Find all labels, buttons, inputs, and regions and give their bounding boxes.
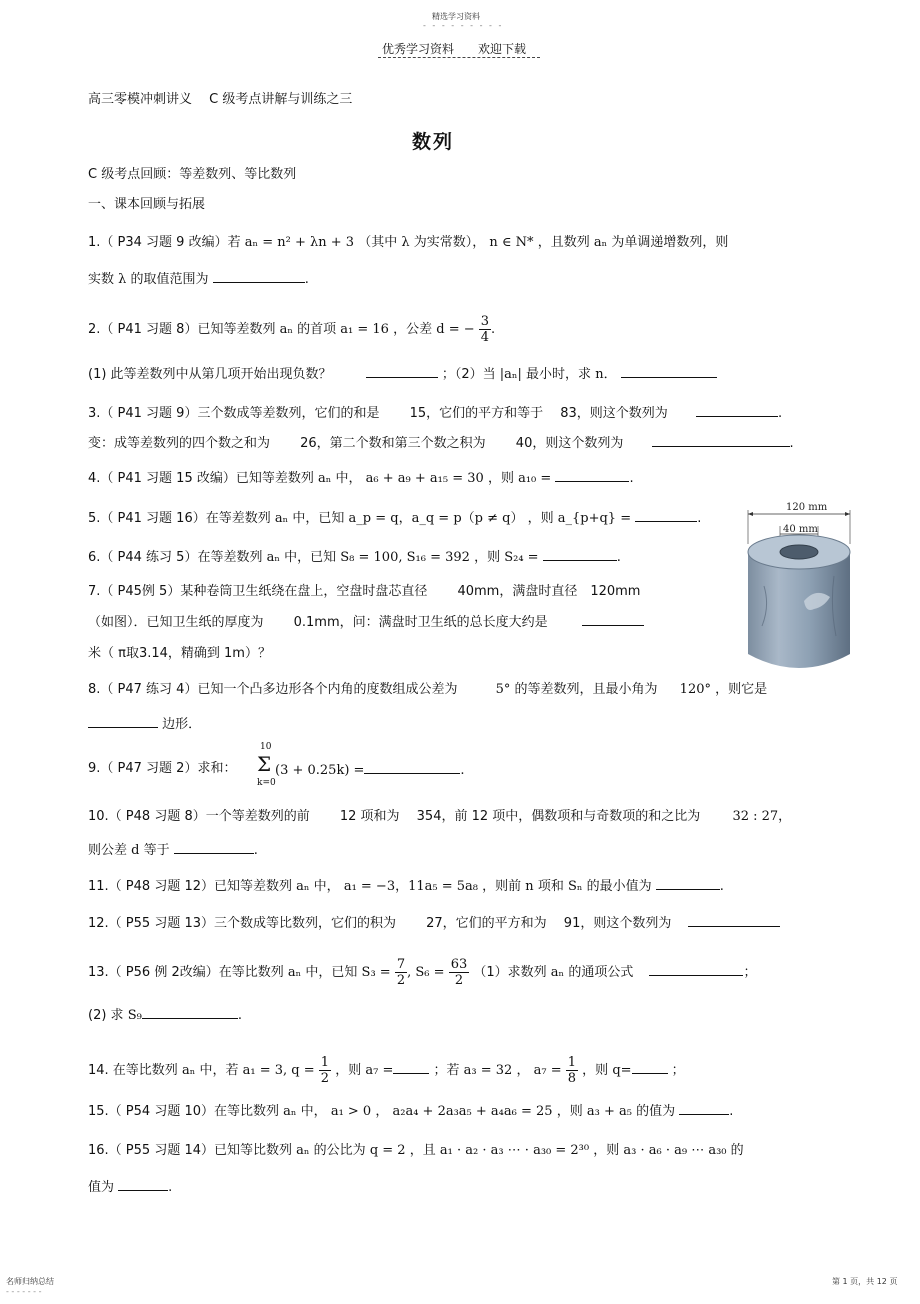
section-heading: 一、课本回顾与拓展 xyxy=(88,197,206,212)
sum-symbol: Σ xyxy=(257,752,272,776)
answer-blank[interactable] xyxy=(632,1060,668,1074)
toilet-roll-figure xyxy=(734,496,864,680)
question-10-line-1: 10.（ P48 习题 8）一个等差数列的前 12 项和为 354，前 12 项中，偶数项和与奇数项的和之比为 32 : 27， xyxy=(88,809,792,824)
question-8-line-2: 边形． xyxy=(88,714,201,734)
footer-left: 名师归纳总结 xyxy=(6,1277,54,1286)
review-heading: C 级考点回顾：等差数列、等比数列 xyxy=(88,167,297,182)
sum-lower-limit: k=0 xyxy=(257,778,276,788)
header-main: 优秀学习资料 欢迎下载 xyxy=(382,42,527,56)
header-top-dots: - - - - - - - - - xyxy=(423,21,504,30)
question-1-line-2: 实数 λ 的取值范围为 . xyxy=(88,269,309,289)
answer-blank[interactable] xyxy=(555,468,629,482)
question-3-line-1: 3.（ P41 习题 9）三个数成等差数列，它们的和是 15，它们的平方和等于 83，则这个数列为 . xyxy=(88,403,782,423)
answer-blank[interactable] xyxy=(393,1060,429,1074)
answer-blank[interactable] xyxy=(649,962,743,976)
question-3-line-2: 变：成等差数列的四个数之和为 26，第二个数和第三个数之积为 40，则这个数列为 . xyxy=(88,433,794,453)
question-7-line-1: 7.（ P45例 5）某种卷筒卫生纸绕在盘上，空盘时盘芯直径 40mm，满盘时直径 120mm xyxy=(88,584,641,599)
fraction-7-2: $\frac{7}{2}$ xyxy=(396,957,406,988)
question-2-line-1: 2.（ P41 习题 8）已知等差数列 aₙ 的首项 a₁ = 16 ，公差 d = − $\frac{3}{4}$ . xyxy=(88,314,496,345)
question-4: 4.（ P41 习题 15 改编）已知等差数列 aₙ 中， a₆ + a₉ + a₁₅ = 30 ，则 a₁₀ = . xyxy=(88,468,634,488)
header-top-label: 精选学习资料 xyxy=(432,12,480,21)
question-7-line-3: 米（ π取3.14，精确到 1m）？ xyxy=(88,646,271,661)
dimension-inner-label: 40 mm xyxy=(783,524,818,535)
answer-blank[interactable] xyxy=(679,1101,729,1115)
page-title: 数列 xyxy=(412,131,455,153)
question-16-line-2: 值为 . xyxy=(88,1177,172,1197)
question-10-line-2: 则公差 d 等于 . xyxy=(88,840,258,860)
fraction-1-2: $\frac{1}{2}$ xyxy=(320,1055,330,1086)
answer-blank[interactable] xyxy=(364,760,460,774)
header-divider xyxy=(378,57,540,58)
question-11: 11.（ P48 习题 12）已知等差数列 aₙ 中， a₁ = −3，11a₅ = 5a₈ ，则前 n 项和 Sₙ 的最小值为 . xyxy=(88,876,724,896)
answer-blank[interactable] xyxy=(635,508,697,522)
question-15: 15.（ P54 习题 10）在等比数列 aₙ 中， a₁ > 0 ， a₂a₄ + 2a₃a₅ + a₄a₆ = 25 ，则 a₃ + a₅ 的值为 . xyxy=(88,1101,733,1121)
roll-core xyxy=(780,545,818,559)
answer-blank[interactable] xyxy=(688,913,780,927)
answer-blank[interactable] xyxy=(142,1005,238,1019)
question-2-line-2: (1) 此等差数列中从第几项开始出现负数？ ；（2）当 |aₙ| 最小时，求 n． xyxy=(88,364,717,384)
answer-blank[interactable] xyxy=(652,433,790,447)
question-12: 12.（ P55 习题 13）三个数成等比数列，它们的积为 27，它们的平方和为 91，则这个数列为 xyxy=(88,913,780,933)
question-7-line-2: （如图）．已知卫生纸的厚度为 0.1mm，问：满盘时卫生纸的总长度大约是 xyxy=(88,612,644,632)
fraction-3-4: $\frac{3}{4}$ xyxy=(480,314,490,345)
answer-blank[interactable] xyxy=(174,840,254,854)
answer-blank[interactable] xyxy=(696,403,778,417)
answer-blank[interactable] xyxy=(543,547,617,561)
fraction-1-8: $\frac{1}{8}$ xyxy=(567,1055,577,1086)
question-13-line-2: (2) 求 S₉ . xyxy=(88,1005,242,1025)
dimension-outer-label: 120 mm xyxy=(786,502,828,513)
question-1-line-1: 1.（ P34 习题 9 改编）若 aₙ = n² + λn + 3 （其中 λ 为实常数）， n ∈ N* ，且数列 aₙ 为单调递增数列，则 xyxy=(88,235,729,250)
page-number: 第 1 页，共 12 页 xyxy=(832,1277,898,1286)
answer-blank[interactable] xyxy=(582,612,644,626)
answer-blank[interactable] xyxy=(88,714,158,728)
question-6: 6.（ P44 练习 5）在等差数列 aₙ 中，已知 S₈ = 100, S₁₆ = 392 ，则 S₂₄ = . xyxy=(88,547,621,567)
answer-blank[interactable] xyxy=(366,364,438,378)
fraction-63-2: $\frac{63}{2}$ xyxy=(450,957,468,988)
doc-subtitle: 高三零模冲刺讲义 C 级考点讲解与训练之三 xyxy=(88,92,353,107)
question-14: 14. 在等比数列 aₙ 中，若 a₁ = 3, q = $\frac{1}{2}$ ，则 a₇ = ；若 a₃ = 32 ， a₇ = $\frac{1}{8}$ ，则 q= ； xyxy=(88,1055,685,1086)
question-5: 5.（ P41 习题 16）在等差数列 aₙ 中，已知 a_p = q，a_q = p（p ≠ q） ，则 a_{p+q} = . xyxy=(88,508,701,528)
question-16-line-1: 16.（ P55 习题 14）已知等比数列 aₙ 的公比为 q = 2 ，且 a₁ · a₂ · a₃ ⋯ · a₃₀ = 2³⁰ ，则 a₃ · a₆ · a₉ ⋯ a₃₀ 的 xyxy=(88,1143,744,1158)
answer-blank[interactable] xyxy=(118,1177,168,1191)
footer-left-dots: - - - - - - - xyxy=(6,1287,42,1296)
sum-upper-limit: 10 xyxy=(260,742,272,752)
question-13-line-1: 13.（ P56 例 2改编）在等比数列 aₙ 中，已知 S₃ = $\frac{7}{2}$ , S₆ = $\frac{63}{2}$ （1）求数列 aₙ 的通项公式 ； xyxy=(88,957,757,988)
answer-blank[interactable] xyxy=(656,876,720,890)
answer-blank[interactable] xyxy=(213,269,305,283)
question-8-line-1: 8.（ P47 练习 4）已知一个凸多边形各个内角的度数组成公差为 5° 的等差数列，且最小角为 120° ，则它是 xyxy=(88,682,768,697)
sum-expression: (3 + 0.25k) = . xyxy=(275,760,465,780)
question-9: 9.（ P47 习题 2）求和： xyxy=(88,761,237,776)
answer-blank[interactable] xyxy=(621,364,717,378)
